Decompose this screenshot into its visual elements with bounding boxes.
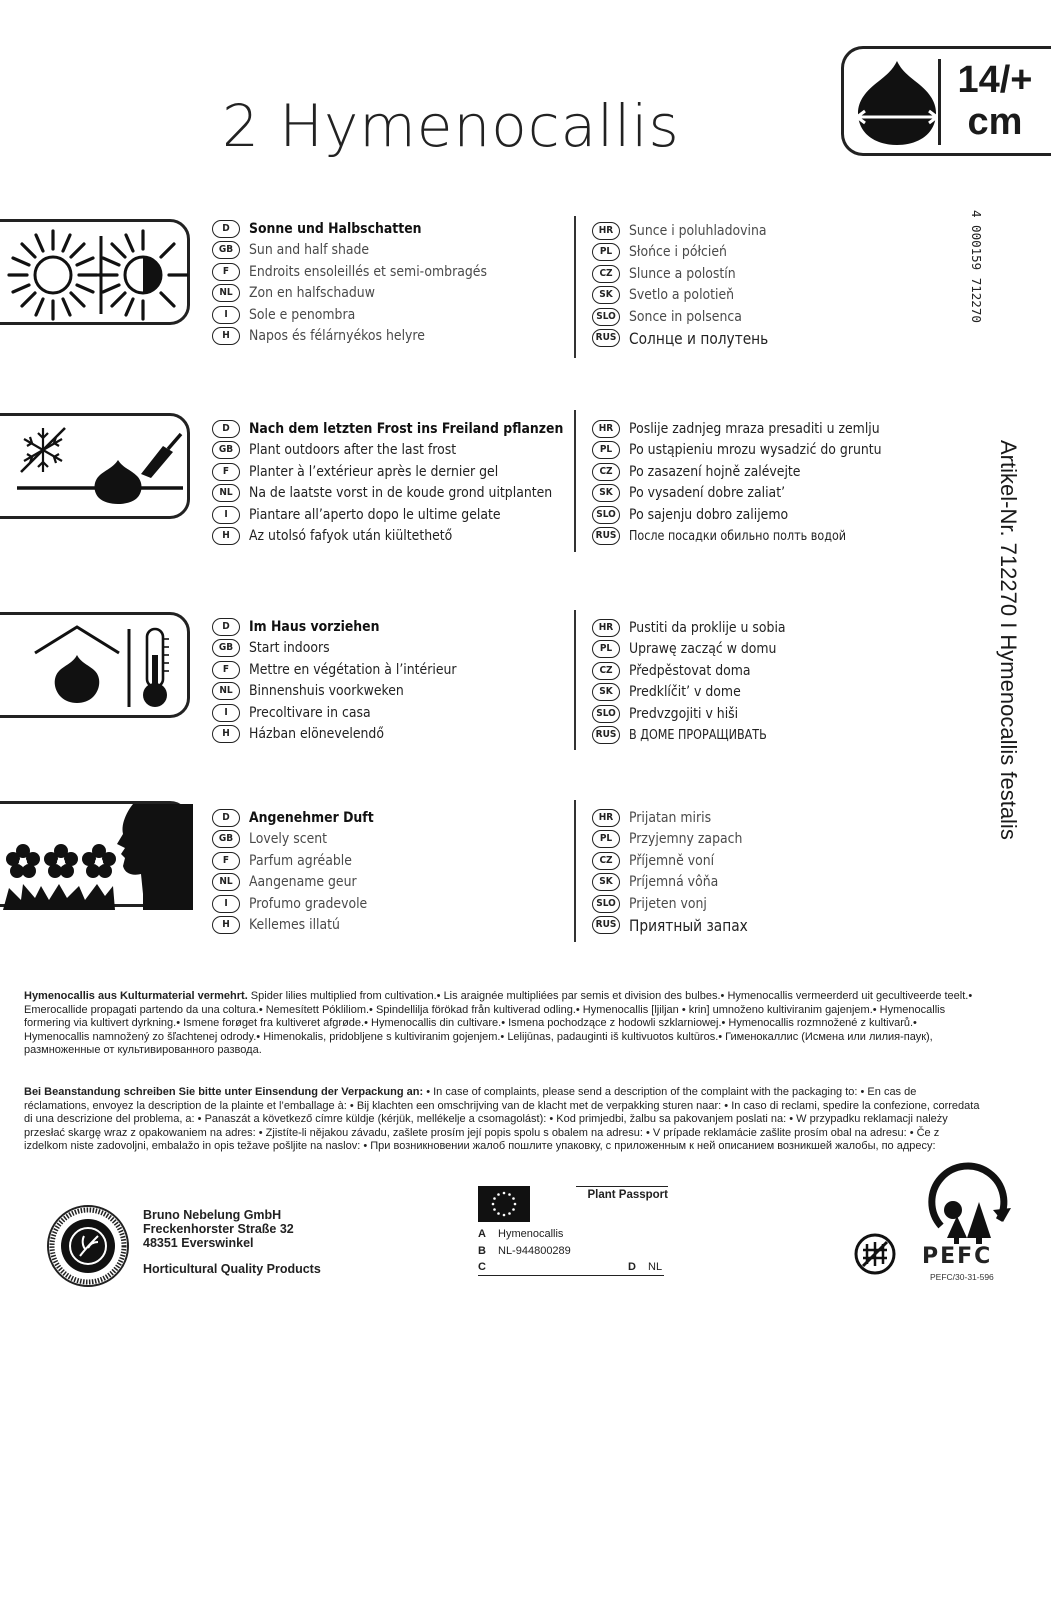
language-code: RUS: [592, 916, 620, 934]
language-code: CZ: [592, 662, 620, 680]
language-code: F: [212, 661, 240, 679]
list-item: I Piantare all’aperto dopo le ultime gelate: [212, 504, 572, 526]
eu-flag-icon: [478, 1186, 530, 1222]
company-street: Freckenhorster Straße 32: [143, 1222, 294, 1236]
language-code: NL: [212, 484, 240, 502]
list-item: SLO Sonce in polsenca: [592, 306, 922, 328]
complaint-note: [24, 1086, 984, 1154]
list-item: CZ Příjemně voní: [592, 850, 922, 872]
list-item: RUS Солнце и полутень: [592, 328, 922, 350]
cultivation-note-heading: Hymenocallis aus Kulturmaterial vermehrt.: [24, 990, 248, 1002]
language-code: CZ: [592, 463, 620, 481]
pleasant-scent-icon: [0, 801, 190, 907]
list-item: SK Predklíčit’ v dome: [592, 682, 922, 704]
language-code: H: [212, 527, 240, 545]
language-code: GB: [212, 639, 240, 657]
list-item: F Endroits ensoleillés et semi-ombragés: [212, 261, 572, 283]
language-code: GB: [212, 441, 240, 459]
section-3-right-list: [592, 617, 922, 746]
plant-passport-title: Plant Passport: [576, 1186, 668, 1201]
language-code: I: [212, 704, 240, 722]
language-code: SLO: [592, 895, 620, 913]
language-code: SK: [592, 873, 620, 891]
list-item: F Planter à l’extérieur après le dernier gel: [212, 461, 572, 483]
list-item: HR Sunce i poluhladovina: [592, 220, 922, 242]
language-code: H: [212, 725, 240, 743]
language-code: I: [212, 506, 240, 524]
cultivation-note-text: Spider lilies multiplied from cultivation.• Lis araignée multipliées par semis et division des bulbes.• Hymenocallis vermeerderd uit gecultiveerde teelt.• Emerocallide propagati partendo da una coltura.• Nemesített Pókliliom.• Spindellilja förökad från kultiverad odling.• Hymenocallis [ljiljan • krin] umnoženo kultiviranim gajenjem.• Hymenocallis formering via kultivert dyrkning.• Ismene forøget fra kultiveret afgrøde.• Hymenocallis din cultivare.• Ismena pochodzące z hodowli szklarniowej.• Hymenocallis rozmnožené z kultivarů.• Hymenocallis namnožený zo šľachtenej odrody.• Himenokalis, pridobljene s kultiviranim gojenjem.• Lelijūnas, padauginti iš kultivuotos kultūros.• Гименокаллис (Исмена или лилия-паук), размноженные от культивированного развода.: [24, 990, 973, 1057]
list-item: NL Binnenshuis voorkweken: [212, 681, 572, 703]
language-code: F: [212, 263, 240, 281]
language-code: GB: [212, 830, 240, 848]
section-1-left-list: [212, 218, 572, 347]
complaint-note-text: • In case of complaints, please send a description of the complaint with the packaging to: • En cas de réclamations, envoyez la description de la plainte et l’emballage à: • Bij klachten een omschrijving van de klacht met de verpakking sturen naar: • In caso di reclami, spedire la confezione, corredata di una descrizione del problema, a: • Panaszát a következő címre küldje (kérjük, mellékelje a csomagolást): • Kod primjedbi, žalbu sa pakovanjem poslati na: • W przypadku reklamacji należy przesłać skargę wraz z opakowaniem na adres: • Zjistíte-li nějakou závadu, zašlete prosím její popis spolu s obalem na adresu: • V prípade reklamácie zašlite prosím obal na adresu: • Če z izdelkom niste zadovoljni, embalažo in opis težave pošljite na naslov: • При возникновении жалоб пошлите упаковку, с приложенным к ней описанием возникшей жалобы, по адресу:: [24, 1086, 980, 1153]
list-item: SK Svetlo a polotieň: [592, 285, 922, 307]
column-divider: [574, 610, 576, 750]
language-code: D: [212, 420, 240, 438]
language-code: I: [212, 895, 240, 913]
barcode-digits: 4 000159 712270: [969, 210, 984, 323]
section-2-left-list: [212, 418, 572, 547]
language-code: NL: [212, 284, 240, 302]
language-code: RUS: [592, 329, 620, 347]
language-code: D: [212, 220, 240, 238]
passport-row-c: C D NL: [478, 1261, 663, 1273]
product-title: 2 Hymenocallis: [222, 92, 680, 160]
language-code: H: [212, 327, 240, 345]
list-item: D Angenehmer Duft: [212, 807, 572, 829]
list-item: GB Plant outdoors after the last frost: [212, 440, 572, 462]
language-code: HR: [592, 809, 620, 827]
section-4-right-list: [592, 807, 922, 936]
badge-divider: [938, 59, 941, 145]
passport-underline: [478, 1275, 664, 1276]
section-1-right-list: [592, 220, 922, 349]
language-code: SLO: [592, 308, 620, 326]
company-name: Bruno Nebelung GmbH: [143, 1208, 282, 1222]
list-item: I Sole e penombra: [212, 304, 572, 326]
list-item: RUS После посадки обильно полть водой: [592, 526, 932, 548]
list-item: GB Sun and half shade: [212, 240, 572, 262]
language-code: CZ: [592, 265, 620, 283]
pefc-label: PEFC: [922, 1244, 993, 1269]
list-item: PL Po ustąpieniu mrozu wysadzić do gruntu: [592, 440, 932, 462]
list-item: NL Na de laatste vorst in de koude grond uitplanten: [212, 483, 572, 505]
list-item: I Precoltivare in casa: [212, 702, 572, 724]
list-item: RUS В ДОМЕ ПРОРАЩИВАТЬ: [592, 725, 922, 747]
list-item: SLO Po sajenju dobro zalijemo: [592, 504, 932, 526]
list-item: CZ Po zasazení hojně zalévejte: [592, 461, 932, 483]
company-tagline: Horticultural Quality Products: [143, 1262, 321, 1276]
barcode: [942, 208, 984, 398]
bulb-size-value: 14/+: [957, 59, 1033, 101]
passport-row-a: A Hymenocallis: [478, 1228, 564, 1240]
language-code: HR: [592, 420, 620, 438]
company-city: 48351 Everswinkel: [143, 1236, 254, 1250]
list-item: SK Príjemná vôňa: [592, 872, 922, 894]
section-3-left-list: [212, 616, 572, 745]
start-indoors-icon: [0, 612, 190, 718]
list-item: H Kellemes illatú: [212, 915, 572, 937]
language-code: HR: [592, 222, 620, 240]
list-item: D Sonne und Halbschatten: [212, 218, 572, 240]
list-item: SLO Prijeten vonj: [592, 893, 922, 915]
list-item: PL Słońce i półcień: [592, 242, 922, 264]
bulb-size-icon: [849, 55, 945, 151]
language-code: RUS: [592, 527, 620, 545]
plant-after-frost-icon: [0, 413, 190, 519]
pefc-code: PEFC/30-31-596: [930, 1272, 994, 1282]
list-item: F Parfum agréable: [212, 850, 572, 872]
list-item: SK Po vysadení dobre zaliat’: [592, 483, 932, 505]
list-item: I Profumo gradevole: [212, 893, 572, 915]
language-code: SLO: [592, 506, 620, 524]
section-4-left-list: [212, 807, 572, 936]
list-item: NL Zon en halfschaduw: [212, 283, 572, 305]
tidyman-icon: [853, 1232, 897, 1276]
language-code: PL: [592, 441, 620, 459]
language-code: PL: [592, 830, 620, 848]
language-code: D: [212, 809, 240, 827]
list-item: PL Przyjemny zapach: [592, 829, 922, 851]
list-item: GB Start indoors: [212, 638, 572, 660]
bulb-size-text: [948, 59, 1042, 143]
list-item: HR Prijatan miris: [592, 807, 922, 829]
language-code: CZ: [592, 852, 620, 870]
list-item: D Nach dem letzten Frost ins Freiland pflanzen: [212, 418, 572, 440]
language-code: GB: [212, 241, 240, 259]
column-divider: [574, 800, 576, 942]
language-code: F: [212, 852, 240, 870]
company-address: [143, 1208, 294, 1250]
complaint-note-heading: Bei Beanstandung schreiben Sie bitte unter Einsendung der Verpackung an:: [24, 1086, 424, 1098]
list-item: H Napos és félárnyékos helyre: [212, 326, 572, 348]
language-code: RUS: [592, 726, 620, 744]
list-item: D Im Haus vorziehen: [212, 616, 572, 638]
list-item: PL Uprawę zacząć w domu: [592, 639, 922, 661]
column-divider: [574, 216, 576, 358]
language-code: SK: [592, 683, 620, 701]
sun-and-half-shade-icon: [0, 219, 190, 325]
language-code: PL: [592, 243, 620, 261]
language-code: SK: [592, 484, 620, 502]
list-item: H Házban elönevelendő: [212, 724, 572, 746]
language-code: NL: [212, 873, 240, 891]
list-item: NL Aangename geur: [212, 872, 572, 894]
language-code: I: [212, 306, 240, 324]
language-code: F: [212, 463, 240, 481]
cultivation-note: [24, 990, 984, 1058]
list-item: GB Lovely scent: [212, 829, 572, 851]
bulb-size-badge: [841, 46, 1051, 156]
language-code: SLO: [592, 705, 620, 723]
passport-row-b: B NL-944800289: [478, 1245, 571, 1257]
section-2-right-list: [592, 418, 932, 547]
list-item: SLO Predvzgojiti v hiši: [592, 703, 922, 725]
list-item: CZ Slunce a polostín: [592, 263, 922, 285]
language-code: NL: [212, 682, 240, 700]
article-number: Artikel-Nr. 712270 I Hymenocallis festalis: [996, 440, 1021, 840]
language-code: H: [212, 916, 240, 934]
list-item: H Az utolsó fafyok után kiültethető: [212, 526, 572, 548]
language-code: D: [212, 618, 240, 636]
list-item: HR Poslije zadnjeg mraza presaditi u zemlju: [592, 418, 932, 440]
sustainable-supplier-seal: [46, 1204, 130, 1288]
list-item: CZ Předpěstovat doma: [592, 660, 922, 682]
list-item: HR Pustiti da proklije u sobia: [592, 617, 922, 639]
language-code: HR: [592, 619, 620, 637]
column-divider: [574, 410, 576, 552]
list-item: RUS Приятный запах: [592, 915, 922, 937]
list-item: F Mettre en végétation à l’intérieur: [212, 659, 572, 681]
language-code: PL: [592, 640, 620, 658]
language-code: SK: [592, 286, 620, 304]
bulb-size-unit: cm: [967, 101, 1023, 143]
plant-passport: [478, 1186, 668, 1278]
